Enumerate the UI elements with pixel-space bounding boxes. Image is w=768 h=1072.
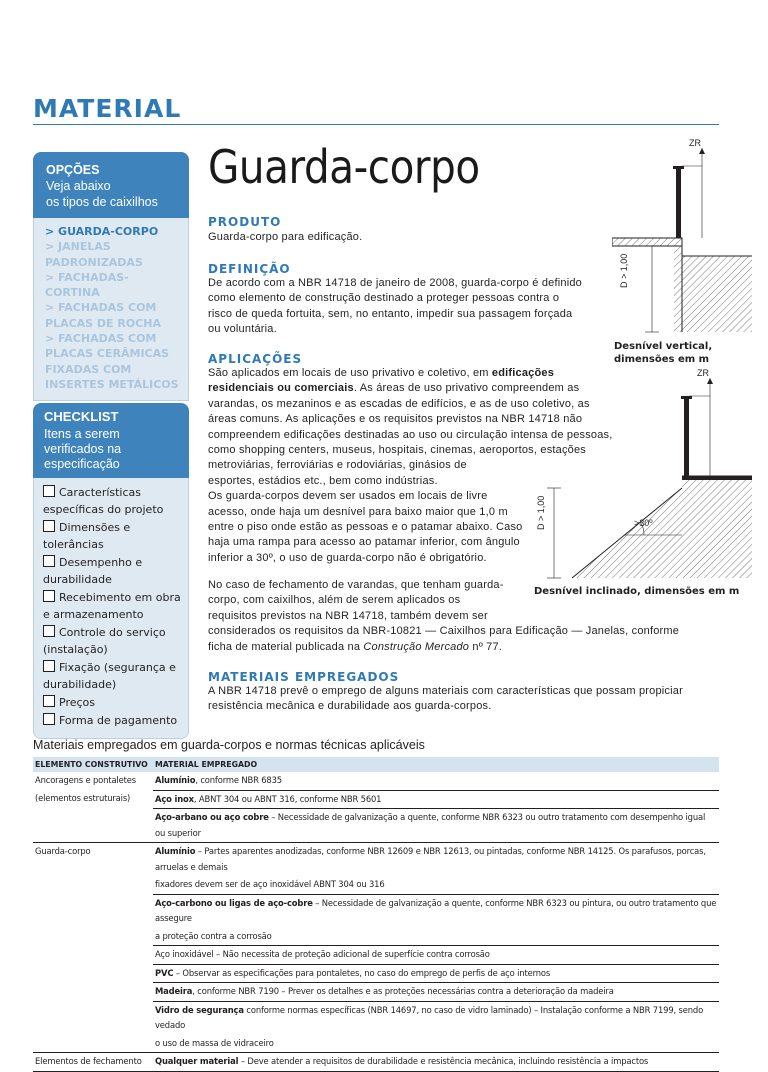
sidebar (33, 152, 189, 739)
table-cell: a proteção contra a corrosão (155, 930, 272, 941)
options-list (33, 218, 189, 401)
table-row (33, 790, 719, 809)
table-cell (33, 964, 153, 983)
vertical-drop-diagram (612, 138, 752, 338)
definicao-text: De acordo com a NBR 14718 de janeiro de 2008, guarda-corpo é definido como elemento de construção destinado a proteger pessoas contra o risco de queda fortuita, sem, no entanto, impedir sua passagem forçada ou voluntária. (208, 277, 582, 336)
checklist (33, 478, 189, 739)
checklist-item[interactable]: Recebimento em obra e armazenamento (43, 591, 181, 622)
table-cell: fixadores devem ser de aço inoxidável ABNT 304 ou 316 (155, 879, 385, 889)
option-janelas[interactable]: > JANELAS PADRONIZADAS (45, 240, 143, 269)
checklist-title: CHECKLIST (44, 409, 119, 425)
checkbox[interactable] (43, 695, 55, 707)
checkbox[interactable] (43, 555, 55, 567)
table-cell (33, 876, 153, 894)
table-cell (33, 894, 153, 928)
checklist-subtitle: Itens a serem verificados na especificação (44, 427, 122, 472)
table-row (33, 983, 719, 1002)
table-row (33, 772, 719, 790)
table-title: Materiais empregados em guarda-corpos e normas técnicas aplicáveis (33, 738, 425, 752)
checklist-item[interactable]: Fixação (segurança e durabilidade) (43, 661, 176, 692)
checklist-item[interactable]: Forma de pagamento (43, 712, 182, 729)
table-cell (33, 946, 153, 965)
section-label: MATERIAL (33, 94, 182, 123)
table-cell: Aço-arbano ou aço cobre – Necessidade de galvanização a quente, conforme NBR 6323 ou outro tratamento com desempenho igual ou superior (153, 809, 719, 843)
checklist-item[interactable]: Características específicas do projeto (43, 486, 164, 517)
option-guarda-corpo[interactable]: > GUARDA-CORPO (45, 225, 159, 238)
table-cell: Alumínio – Partes aparentes anodizadas, conforme NBR 12609 e NBR 12613, ou pintadas, conforme NBR 14125. Os parafusos, porcas, arruelas e demais (153, 843, 719, 877)
table-row (33, 894, 719, 928)
figure-caption: Desnível inclinado, dimensões em m (534, 586, 740, 597)
table-row (33, 1035, 719, 1053)
table-cell: Aço inoxidável – Não necessita de proteção adicional de superfície contra corrosão (153, 946, 719, 965)
table-row (33, 1001, 719, 1035)
table-cell (33, 1035, 153, 1053)
table-row (33, 946, 719, 965)
options-subtitle: os tipos de caixilhos (46, 195, 158, 209)
aplicacoes-heading: APLICAÇÕES (208, 352, 303, 366)
column-header: ELEMENTO CONSTRUTIVO (33, 757, 153, 772)
table-row (33, 1053, 719, 1072)
aplicacoes-text: São aplicados em locais de uso privativo e coletivo, em edificações residenciais ou comerciais. As áreas de uso privativo compreendem as varandas, os mezaninos e as escadas de edifícios, e as de uso coletivo, as áreas comuns. As aplicações e os requisitos previstos na NBR 14718 não compreendem edificações destinadas ao uso ou circulação intensa de pessoas, como shopping centers, museus, hospitais, cinemas, aeroportos, estações metroviárias, ferroviárias e rodoviárias, ginásios de esportes, estádios etc., bem como indústrias. Os guarda-corpos devem ser usados em locais de livre acesso, onde haja um desnível para baixo maior que 1,0 m entre o piso onde estão as pessoas e o patamar abaixo. Caso haja uma rampa para acesso ao patamar inferior, com ângulo inferior a 30º, o uso de guarda-corpo não é obrigatório. (208, 367, 613, 564)
figure-caption: Desnível vertical, dimensões em m (614, 341, 713, 365)
table-cell: (elementos estruturais) (35, 793, 131, 803)
table-cell: PVC – Observar as especificações para pontaletes, no caso do emprego de perfis de aço internos (153, 964, 719, 983)
table-row (33, 964, 719, 983)
section-rule (33, 124, 719, 125)
figure-inclined-drop (532, 368, 752, 600)
table-row (33, 876, 719, 894)
table-cell: Madeira, conforme NBR 7190 – Prever os detalhes e as proteções necessárias contra a deterioração da madeira (153, 983, 719, 1002)
fechamento-text: No caso de fechamento de varandas, que tenham guarda- corpo, com caixilhos, além de serem aplicados os requisitos previstos na NBR 14718, também devem ser considerados os requisitos da NBR-10821 — Caixilhos para Edificação — Janelas, conforme ficha de material publicada na Construção Mercado nº 77. (208, 579, 680, 653)
table-cell: Vidro de segurança conforme normas específicas (NBR 14697, no caso de vidro laminado) – Instalação conforme a NBR 7199, sendo vedado (153, 1001, 719, 1035)
option-fachadas-ceramicas[interactable]: > FACHADAS COM PLACAS CERÂMICAS FIXADAS COM INSERTES METÁLICOS (45, 332, 179, 391)
checklist-item[interactable]: Desempenho e durabilidade (43, 556, 143, 587)
table-cell: Ancoragens e pontaletes (35, 775, 136, 785)
table-cell: Aço inox, ABNT 304 ou ABNT 316, conforme NBR 5601 (153, 790, 719, 809)
table-cell (33, 983, 153, 1002)
option-fachadas-cortina[interactable]: > FACHADAS-CORTINA (45, 270, 129, 300)
checkbox[interactable] (43, 590, 55, 602)
checklist-item[interactable]: Preços (43, 694, 182, 711)
dimension-label: D > 1,00 (619, 253, 629, 288)
checklist-item[interactable]: Controle do serviço (instalação) (43, 626, 166, 657)
column-header: MATERIAL EMPREGADO (153, 757, 719, 772)
zr-label: ZR (689, 138, 701, 148)
produto-heading: PRODUTO (208, 215, 282, 229)
option-fachadas-rocha[interactable]: > FACHADAS COM PLACAS DE ROCHA (45, 301, 162, 330)
materiais-text: A NBR 14718 prevê o emprego de alguns materiais com características que possam propiciar resistência mecânica e durabilidade aos guarda-corpos. (208, 685, 683, 713)
table-header-row (33, 757, 719, 772)
checkbox[interactable] (43, 713, 55, 725)
table-cell: Alumínio, conforme NBR 6835 (155, 775, 282, 785)
angle-label: >30º (634, 518, 653, 528)
definicao-heading: DEFINIÇÃO (208, 262, 291, 276)
checkbox[interactable] (43, 660, 55, 672)
article-title: Guarda-corpo (208, 140, 480, 194)
checklist-header (33, 403, 189, 478)
table-row (33, 928, 719, 946)
options-subtitle: Veja abaixo (46, 179, 111, 193)
inclined-drop-diagram (532, 368, 752, 583)
table-cell (33, 1001, 153, 1035)
checkbox[interactable] (43, 625, 55, 637)
table-row (33, 809, 719, 843)
checkbox[interactable] (43, 520, 55, 532)
table-cell: Guarda-corpo (33, 843, 153, 877)
checkbox[interactable] (43, 485, 55, 497)
table-row (33, 843, 719, 877)
options-header (33, 152, 189, 218)
produto-text: Guarda-corpo para edificação. (208, 231, 363, 243)
options-title: OPÇÕES (46, 163, 100, 177)
table-cell: Elementos de fechamento (33, 1053, 153, 1072)
table-cell: Aço-carbono ou ligas de aço-cobre – Necessidade de galvanização a quente, conforme NBR 6323 ou pintura, ou outro tratamento que assegure (153, 894, 719, 928)
table-cell (33, 928, 153, 946)
materials-table (33, 757, 719, 1072)
checklist-item[interactable]: Dimensões e tolerâncias (43, 521, 131, 552)
table-cell (33, 809, 153, 843)
materiais-heading: MATERIAIS EMPREGADOS (208, 670, 400, 684)
table-cell: Qualquer material – Deve atender a requisitos de durabilidade e resistência mecânica, incluindo resistência a impactos (153, 1053, 719, 1072)
figure-vertical-drop (612, 138, 752, 368)
table-cell: o uso de massa de vidraceiro (155, 1037, 274, 1048)
zr-label: ZR (697, 368, 709, 378)
dimension-label: D > 1,00 (536, 495, 546, 530)
